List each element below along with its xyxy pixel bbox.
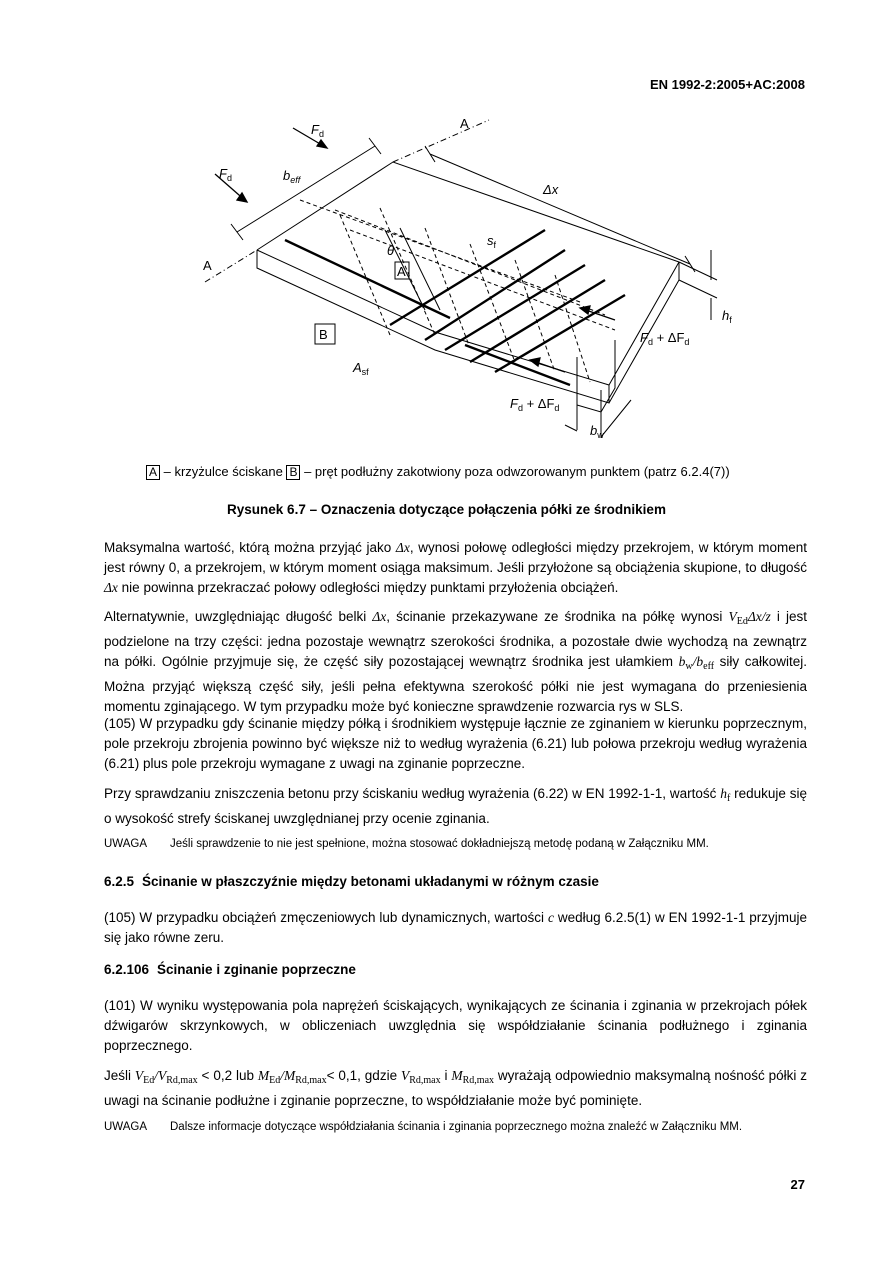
svg-text:Fd + ΔFd: $F_d + \Delta F_d$ bbox=[640, 330, 690, 347]
svg-text:Fd: $F_d$ bbox=[311, 122, 324, 139]
legend-a-box: A bbox=[146, 465, 160, 480]
paragraph-6: (101) W wyniku występowania pola naprężeń ściskających, wynikających ze ścinania i zginania w przekrojach półek dźwigarów skrzynkowych, w obliczeniach uwzględnia się współdziałanie ścinania podłużnego i zginania poprzecznego. bbox=[104, 998, 807, 1053]
strut-diagonals bbox=[385, 228, 440, 310]
standard-header: EN 1992-2:2005+AC:2008 bbox=[649, 77, 805, 92]
paragraph-4: Przy sprawdzaniu zniszczenia betonu przy ściskaniu według wyrażenia (6.22) w EN 1992-1-1, wartość $h_f$ redukuje się o wysokość strefy ściskanej uwzględnianej przy ocenie zginania. bbox=[104, 786, 808, 826]
svg-text:bw: $b_w$ bbox=[590, 423, 604, 440]
svg-text:Asf: $A_{sf}$ bbox=[353, 360, 369, 377]
section-line-a bbox=[205, 120, 489, 282]
svg-text:A: A bbox=[460, 116, 469, 131]
note-1: UWAGA Jeśli sprawdzenie to nie jest spełnione, można stosować dokładniejszą metodę podaną w Załączniku MM. bbox=[104, 838, 709, 850]
svg-text:A: A bbox=[203, 258, 212, 273]
note-2: UWAGA Dalsze informacje dotyczące współdziałania ścinania i zginania poprzecznego można znaleźć w Załączniku MM. bbox=[104, 1121, 743, 1133]
figure-caption: Rysunek 6.7 – Oznaczenia dotyczące połączenia półki ze środnikiem bbox=[227, 502, 666, 517]
flange-top-back-edge bbox=[257, 162, 679, 262]
svg-text:hf: $h_f$ bbox=[722, 308, 732, 325]
figure-legend: A – krzyżulce ściskane B – pręt podłużny zakotwiony poza odwzorowanym punktem (patrz 6.2.4(7)) bbox=[146, 464, 730, 480]
svg-text:beff: $b_{eff}$ bbox=[283, 168, 301, 185]
legend-b-box: B bbox=[286, 465, 300, 480]
svg-text:B: B bbox=[319, 327, 328, 342]
dim-hf bbox=[679, 250, 717, 320]
section-heading-6-2-106: 6.2.106 Ścinanie i zginanie poprzeczne bbox=[104, 962, 356, 977]
svg-text:Fd + ΔFd: $F_d + \Delta F_d$ bbox=[510, 396, 560, 413]
svg-text:A: A bbox=[397, 264, 406, 279]
section-heading-6-2-5: 6.2.5 Ścinanie w płaszczyźnie między betonami układanymi w różnym czasie bbox=[104, 874, 599, 889]
svg-text:θ: θ bbox=[387, 243, 395, 258]
hidden-web-lines bbox=[300, 200, 615, 330]
page-number: 27 bbox=[790, 1177, 805, 1192]
paragraph-1: Maksymalna wartość, którą można przyjąć jako Δx, wynosi połowę odległości między przekrojem, w którym moment jest równy 0, a przekrojem, w którym moment osiąga maksimum. Jeśli przyłożone są obciążenia skupione, to długość Δx nie powinna przekraczać połowy odległości między punktami przyłożenia obciążeń. bbox=[104, 540, 807, 595]
svg-text:Δx: Δx bbox=[543, 182, 559, 197]
paragraph-3: (105) W przypadku gdy ścinanie między półką i środnikiem występuje łącznie ze zginaniem w kierunku poprzecznym, pole przekroju zbrojenia powinno być większe niż to według wyrażenia (6.21) lub połowa przekroju według wyrażenia (6.21) plus pole przekroju wymagane z uwagi na zginanie poprzeczne. bbox=[104, 716, 807, 771]
flange-web-figure bbox=[185, 110, 730, 455]
svg-text:sf: $s_f$ bbox=[487, 233, 497, 250]
dim-beff bbox=[231, 138, 381, 240]
paragraph-5: (105) W przypadku obciążeń zmęczeniowych lub dynamicznych, wartości c według 6.2.5(1) w EN 1992-1-1 przyjmuje się jako równe zeru. bbox=[104, 910, 807, 945]
flange-top-front-edge bbox=[257, 250, 679, 385]
paragraph-7: Jeśli $V_{Ed}/V_{Rd,max} < 0,2$ lub $M_{Ed}/M_{Rd,max}< 0,1$, gdzie $V_{Rd,max}$ i $M_{Rd,max}$ wyrażają odpowiednio maksymalną nośność półki z uwagi na ścinanie podłużne i zginanie poprzeczne, to współdziałanie może być pominięte. bbox=[104, 1068, 808, 1108]
paragraph-2: Alternatywnie, uwzględniając długość belki Δx, ścinanie przekazywane ze środnika na półkę wynosi $V_{Ed}\Delta x/z$ i jest podzielone na trzy części: jedna pozostaje wewnątrz szerokości środnika, a pozostałe dwie wychodzą na zewnątrz na półki. Ogólnie przyjmuje się, że część siły pozostającej wewnątrz środnika jest ułamkiem $b_w/b_{eff}$ siły całkowitej. Można przyjąć większą część siły, jeśli pełna efektywna szerokość półki nie jest wymagana do przeniesienia momentu zginającego. W tym przypadku może być konieczne sprawdzenie rozwarcia rys w SLS. bbox=[104, 609, 807, 714]
svg-text:Fd: $F_d$ bbox=[219, 166, 232, 183]
